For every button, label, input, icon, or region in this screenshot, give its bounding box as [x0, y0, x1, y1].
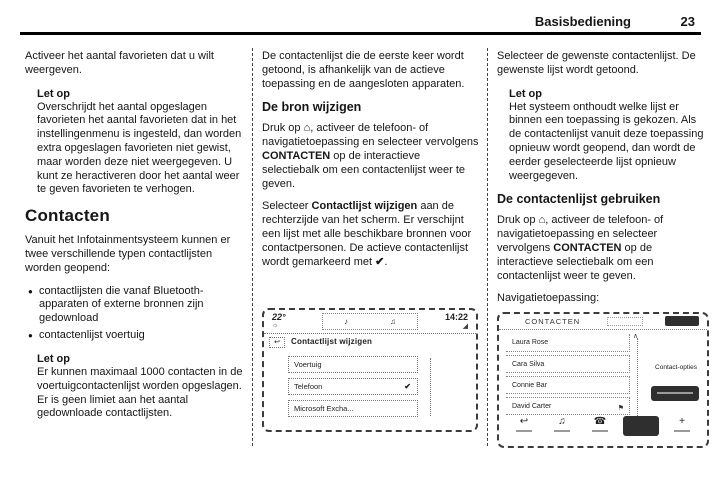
paragraph: De contactenlijst die de eerste keer wordt getoond, is afhankelijk van de actieve toepassing en de aangesloten apparaten.: [262, 50, 465, 90]
contact-row: [506, 397, 630, 415]
paragraph: [262, 200, 480, 269]
note-text: Het systeem onthoudt welke lijst er binnen een toepassing is gekozen. Als de contactenlijst vanuit deze toepassing opnieuw wordt geopend, dan wordt de eerder geselecteerde lijst opnieuw weergegeven.: [509, 100, 704, 182]
nav-label-placeholder: [554, 430, 570, 432]
subheading-contactenlijst-gebruiken: De contactenlijst gebruiken: [497, 192, 661, 207]
back-icon: ↩: [519, 416, 529, 427]
nav-item-back: [509, 416, 539, 432]
bullet-icon: ●: [28, 330, 33, 340]
bullet-item: [25, 285, 248, 326]
note-label: Let op: [37, 87, 70, 100]
list-item-label: Microsoft Excha...: [294, 404, 354, 413]
nav-item-add: [667, 416, 697, 432]
paragraph: [262, 122, 480, 191]
contact-row: [506, 334, 630, 352]
paragraph-text: Selecteer: [262, 200, 312, 213]
flag-icon: ⚑: [617, 405, 624, 412]
status-bar: [264, 310, 476, 334]
paragraph: Selecteer de gewenste contactenlijst. De gewenste lijst wordt getoond.: [497, 50, 696, 76]
section-heading-contacten: Contacten: [25, 206, 110, 226]
bullet-text: contactenlijst voertuig: [39, 328, 145, 341]
menu-name-contacten: CONTACTEN: [262, 149, 331, 162]
search-keypad-button: [651, 386, 699, 401]
contact-row: [506, 376, 630, 394]
add-icon: +: [679, 416, 685, 427]
tab-contacten: CONTACTEN: [525, 317, 581, 326]
screenshot-contactlist-dialog: [262, 308, 478, 432]
note-icon: ♫: [390, 317, 396, 326]
column-1: [25, 50, 248, 430]
contact-list: [506, 334, 630, 418]
back-icon: ↩: [269, 337, 285, 348]
note-label: Let op: [37, 352, 70, 365]
tab-bar: [499, 314, 707, 330]
radio-icon: ☼: [272, 322, 279, 329]
paragraph-text: Druk op ⌂, activeer de telefoon- of navigatietoepassing en selecteer vervolgens: [262, 122, 479, 149]
header-rule: [20, 32, 701, 35]
list-item-label: Telefoon: [294, 382, 323, 391]
column-3: [497, 50, 709, 427]
contact-name: David Carter: [512, 403, 552, 410]
scrollbar: [637, 338, 638, 418]
status-media-icons: [322, 313, 418, 330]
paragraph-text: op de interactieve selectiebalk om een contactenlijst weer te geven.: [262, 149, 465, 190]
list-item: [288, 378, 418, 395]
check-icon: ✔: [404, 382, 411, 391]
note-block: [509, 87, 709, 184]
contact-options-button: Contact-opties: [655, 364, 697, 371]
nav-label-placeholder: [516, 430, 532, 432]
scrollbar: [430, 358, 431, 416]
list-item: [288, 356, 418, 373]
list-item-label: Voertuig: [294, 360, 322, 369]
screenshot-navigation-contacts: [497, 312, 709, 448]
bullet-text: contactlijsten die vanaf Bluetooth-apparaten of externe bronnen zijn gedownload: [39, 284, 204, 325]
list-item: [288, 400, 418, 417]
signal-icon: ◢: [462, 323, 468, 330]
paragraph: Activeer het aantal favorieten dat u wilt weergeven.: [25, 50, 214, 76]
paragraph-text: op de interactieve selectiebalk om een contactenlijst weer te geven.: [497, 241, 654, 282]
clock-readout: 14:22: [444, 312, 468, 322]
source-list: [288, 356, 418, 422]
contact-row: [506, 355, 630, 373]
check-icon: ✔: [375, 255, 385, 268]
paragraph: Navigatietoepassing:: [497, 292, 600, 305]
nav-item-navigation-active: [623, 416, 659, 436]
nav-label-placeholder: [674, 430, 690, 432]
paragraph-text: .: [384, 255, 388, 268]
menu-name-contacten: CONTACTEN: [553, 241, 622, 254]
audio-icon: ♫: [558, 416, 566, 427]
bullet-item: [25, 329, 248, 343]
paragraph-text: Druk op ⌂, activeer de telefoon- of navigatietoepassing en selecteer vervolgens: [497, 214, 664, 254]
contact-name: Connie Bar: [512, 382, 548, 389]
note-block: [37, 87, 248, 198]
page-number: 23: [680, 14, 695, 29]
page-header-title: Basisbediening: [534, 14, 631, 29]
paragraph: Vanuit het Infotainmentsysteem kunnen er twee verschillende typen contactlijsten worden geopend:: [25, 234, 231, 274]
column-divider: [487, 48, 488, 446]
nav-label-placeholder: [592, 430, 608, 432]
bullet-icon: ●: [28, 286, 33, 296]
dialog-title: Contactlijst wijzigen: [291, 337, 373, 346]
nav-item-phone: [585, 416, 615, 432]
contact-name: Laura Rose: [512, 339, 549, 346]
bottom-nav-bar: [503, 416, 703, 442]
paragraph: [497, 214, 709, 283]
tab-secondary: [607, 317, 643, 326]
dialog-title-row: [264, 334, 476, 352]
nav-item-audio: [547, 416, 577, 432]
status-badge: [665, 316, 699, 326]
temperature-readout: 22°: [272, 312, 286, 322]
scroll-up-icon: ∧: [633, 333, 639, 340]
note-icon: ♪: [344, 317, 348, 326]
note-block: [37, 352, 248, 421]
button-name-contactlijst-wijzigen: Contactlijst wijzigen: [311, 200, 418, 213]
paragraph-text: aan de rechterzijde van het scherm. Er verschijnt een lijst met alle beschikbare bronnen voor contactpersonen. De actieve contactenlijst wordt gemarkeerd met: [262, 200, 472, 268]
note-text: Overschrijdt het aantal opgeslagen favorieten het aantal favorieten dat in het instellingenmenu is ingesteld, dan worden extra opgeslagen favorieten niet gewist, maar worden deze niet weergegeven. U kunt ze heractiveren door het aantal weer te geven favorieten te verhogen.: [37, 100, 242, 196]
contact-name: Cara Silva: [512, 361, 545, 368]
column-2: [262, 50, 480, 413]
subheading-bron-wijzigen: De bron wijzigen: [262, 100, 362, 115]
phone-icon: ☎: [593, 416, 607, 427]
column-divider: [252, 48, 253, 446]
note-text: Er kunnen maximaal 1000 contacten in de voertuigcontactenlijst worden opgeslagen. Er is geen limiet aan het aantal gedownloade contactlijsten.: [37, 365, 243, 420]
note-label: Let op: [509, 87, 542, 100]
bullet-list: [25, 285, 248, 343]
